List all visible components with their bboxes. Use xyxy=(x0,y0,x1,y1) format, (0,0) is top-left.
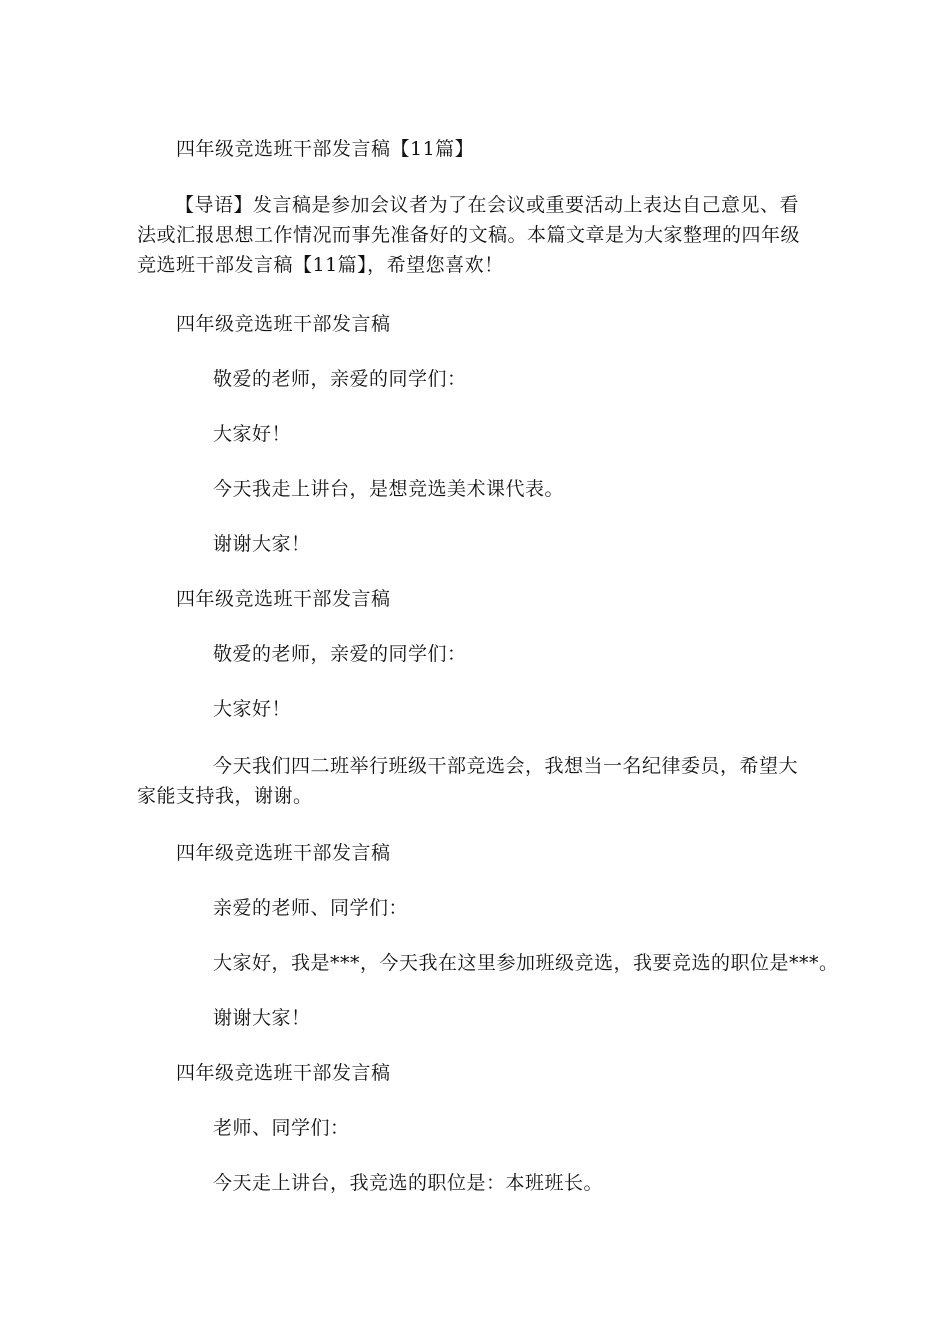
body-paragraph: 今天走上讲台，我竞选的职位是：本班班长。 xyxy=(213,1172,604,1194)
section-heading: 四年级竞选班干部发言稿 xyxy=(176,313,391,335)
greeting-paragraph: 老师、同学们： xyxy=(213,1117,350,1139)
document-title: 四年级竞选班干部发言稿【11篇】 xyxy=(176,138,475,160)
greeting-paragraph: 敬爱的老师，亲爱的同学们： xyxy=(213,643,467,665)
body-paragraph: 大家好，我是***，今天我在这里参加班级竞选，我要竞选的职位是***。 xyxy=(213,952,839,974)
section-heading: 四年级竞选班干部发言稿 xyxy=(176,1062,391,1084)
greeting-paragraph: 敬爱的老师，亲爱的同学们： xyxy=(213,368,467,390)
section-heading: 四年级竞选班干部发言稿 xyxy=(176,842,391,864)
section-heading: 四年级竞选班干部发言稿 xyxy=(176,588,391,610)
body-paragraph: 今天我走上讲台，是想竞选美术课代表。 xyxy=(213,478,565,500)
body-paragraph: 今天我们四二班举行班级干部竞选会，我想当一名纪律委员，希望大家能支持我，谢谢。 xyxy=(137,755,799,807)
hello-paragraph: 大家好！ xyxy=(213,423,292,445)
hello-paragraph: 大家好！ xyxy=(213,698,292,720)
greeting-paragraph: 亲爱的老师、同学们： xyxy=(213,897,409,919)
intro-paragraph: 【导语】发言稿是参加会议者为了在会议或重要活动上表达自己意见、看法或汇报思想工作情况而事先准备好的文稿。本篇文章是为大家整理的四年级竞选班干部发言稿【11篇】，希望您喜欢！ xyxy=(137,194,801,276)
closing-paragraph: 谢谢大家！ xyxy=(213,533,311,555)
closing-paragraph: 谢谢大家！ xyxy=(213,1007,311,1029)
